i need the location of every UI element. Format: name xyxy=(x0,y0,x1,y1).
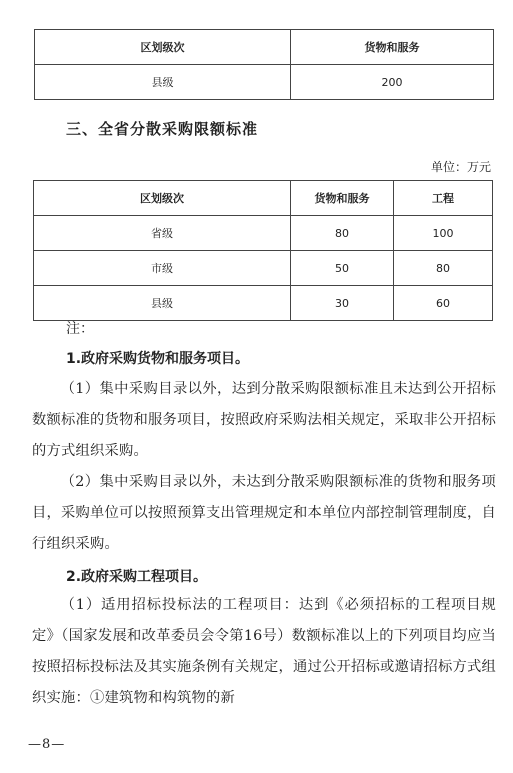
table-2-header-region: 区划级次 xyxy=(34,181,291,216)
table-2-header-engineering: 工程 xyxy=(394,181,493,216)
table-2-header-goods: 货物和服务 xyxy=(291,181,394,216)
paragraph-item1-1: （1）集中采购目录以外，达到分散采购限额标准且未达到公开招标数额标准的货物和服务项目，按照政府采购法相关规定，采取非公开招标的方式组织采购。 xyxy=(32,381,496,459)
table-row xyxy=(35,65,494,100)
unit-label: 单位：万元 xyxy=(430,160,491,174)
table-row xyxy=(34,286,493,321)
table-cell: 县级 xyxy=(34,286,291,321)
table-cell: 省级 xyxy=(34,216,291,251)
table-cell: 60 xyxy=(394,286,493,321)
page-number: —8— xyxy=(28,737,66,752)
table-1-header-region: 区划级次 xyxy=(35,30,291,65)
table-1-header-goods: 货物和服务 xyxy=(291,30,494,65)
subheading-engineering: 2.政府采购工程项目。 xyxy=(66,569,208,585)
table-cell: 100 xyxy=(394,216,493,251)
paragraph-item2-1: （1）适用招标投标法的工程项目：达到《必须招标的工程项目规定》（国家发展和改革委员会令第16号）数额标准以上的下列项目均应当按照招标投标法及其实施条例有关规定，通过公开招标或邀请招标方式组织实施：①建筑物和构筑物的新 xyxy=(32,597,496,706)
table-1-header-row xyxy=(35,30,494,65)
table-cell: 80 xyxy=(394,251,493,286)
table-2 xyxy=(33,180,493,321)
subheading-goods-services: 1.政府采购货物和服务项目。 xyxy=(66,351,250,367)
paragraph-item1-2: （2）集中采购目录以外，未达到分散采购限额标准的货物和服务项目，采购单位可以按照预算支出管理规定和本单位内部控制管理制度，自行组织采购。 xyxy=(32,474,496,552)
section-heading: 三、全省分散采购限额标准 xyxy=(66,120,259,138)
table-1 xyxy=(34,29,494,100)
table-cell: 80 xyxy=(291,216,394,251)
notes-label: 注： xyxy=(66,321,94,337)
table-cell: 市级 xyxy=(34,251,291,286)
table-row xyxy=(34,216,493,251)
table-cell: 30 xyxy=(291,286,394,321)
table-2-header-row xyxy=(34,181,493,216)
table-row xyxy=(34,251,493,286)
table-cell: 200 xyxy=(291,65,494,100)
table-cell: 50 xyxy=(291,251,394,286)
table-cell: 县级 xyxy=(35,65,291,100)
